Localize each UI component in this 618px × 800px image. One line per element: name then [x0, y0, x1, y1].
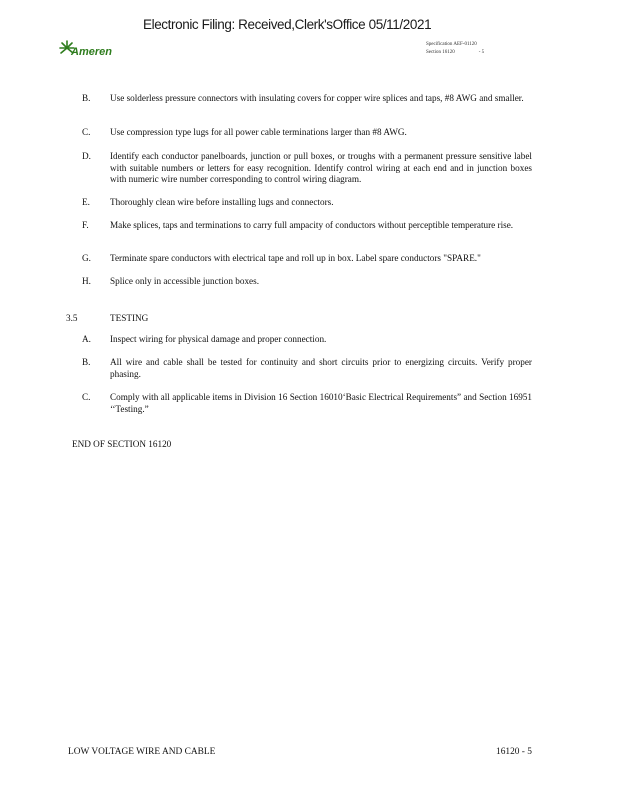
item-text: Inspect wiring for physical damage and proper connection. — [110, 334, 327, 344]
section-title: TESTING — [110, 313, 149, 323]
item-letter: F. — [82, 220, 89, 230]
spec-header — [426, 41, 484, 57]
item-letter: E. — [82, 197, 90, 207]
end-of-section: END OF SECTION 16120 — [72, 439, 172, 449]
section-number: 3.5 — [66, 313, 78, 323]
ameren-logo — [59, 40, 119, 62]
item-text: Comply with all applicable items in Division 16 Section 16010‘Basic Electrical Requirements” and Section 16951 ‘‘Testing.” — [110, 392, 532, 414]
spec-section: Section 16120 — [426, 50, 455, 55]
item-text: All wire and cable shall be tested for continuity and short circuits prior to energizing circuits. Verify proper phasing. — [110, 357, 532, 379]
logo-text: Ameren — [71, 46, 112, 58]
spec-line-2 — [426, 49, 484, 57]
footer-title: LOW VOLTAGE WIRE AND CABLE — [68, 747, 216, 757]
item-letter: D. — [82, 151, 91, 161]
item-text: Use compression type lugs for all power cable terminations larger than #8 AWG. — [110, 127, 407, 137]
item-letter: G. — [82, 253, 91, 263]
item-letter: A. — [82, 334, 91, 344]
item-text: Splice only in accessible junction boxes. — [110, 276, 260, 286]
item-text: Make splices, taps and terminations to carry full ampacity of conductors without perceptible temperature rise. — [110, 220, 514, 230]
item-letter: C. — [82, 127, 91, 137]
item-text: Use solderless pressure connectors with insulating covers for copper wire splices and taps, #8 AWG and smaller. — [110, 93, 524, 103]
spec-page: - 5 — [478, 50, 485, 55]
item-letter: B. — [82, 357, 91, 367]
item-letter: B. — [82, 93, 91, 103]
item-text: Identify each conductor panelboards, junction or pull boxes, or troughs with a permanent pressure sensitive label with suitable numbers or letters for easy recognition. Identify control wiring at each end and in junction boxes with numeric wire number corresponding to control wiring diagram. — [110, 151, 532, 184]
item-text: Terminate spare conductors with electrical tape and roll up in box. Label spare conductors "SPARE." — [110, 253, 481, 263]
item-text: Thoroughly clean wire before installing lugs and connectors. — [110, 197, 334, 207]
spec-line-1: Specification AEF-01120 — [426, 42, 477, 47]
item-letter: C. — [82, 392, 91, 402]
footer-page-number: 16120 - 5 — [496, 747, 532, 757]
filing-stamp: Electronic Filing: Received,Clerk'sOffice 05/11/2021 — [143, 17, 432, 32]
item-letter: H. — [82, 276, 91, 286]
